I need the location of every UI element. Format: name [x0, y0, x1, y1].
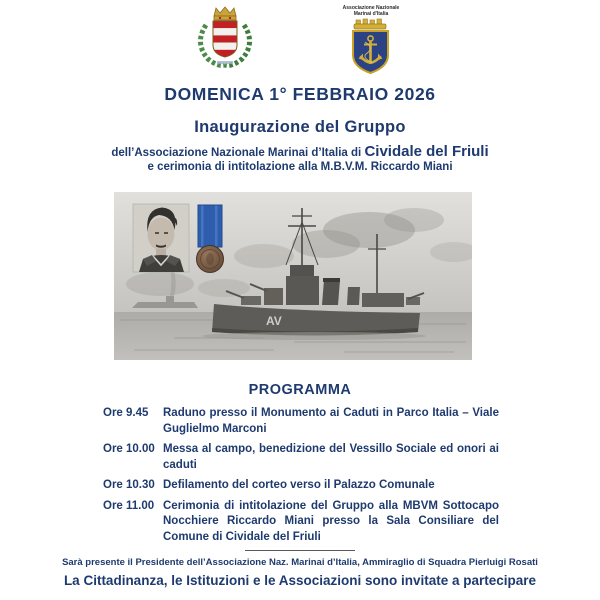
event-date: DOMENICA 1° FEBBRAIO 2026 — [164, 84, 436, 104]
program-item — [103, 442, 499, 473]
footer-invitation: La Cittadinanza, le Istituzioni e le Associazioni sono invitate a partecipare — [63, 573, 537, 588]
program-heading: PROGRAMMA — [248, 382, 352, 398]
footer-divider — [245, 550, 355, 551]
event-subtitle-line2: e cerimonia di intitolazione alla M.B.V.M. Riccardo Miani — [147, 161, 453, 173]
program-item — [103, 499, 499, 546]
event-subtitle — [0, 143, 600, 160]
bronze-medal — [197, 205, 224, 273]
program-time: Ore 10.30 — [103, 479, 155, 492]
program-description: Defilamento del corteo verso il Palazzo Comunale — [163, 479, 435, 492]
program-item — [103, 478, 499, 494]
program-time: Ore 10.00 — [103, 443, 155, 456]
footer-note: Sarà presente il Presidente dell’Associazione Naz. Marinai d’Italia, Ammiraglio di Squadra Pierluigi Rosati — [62, 557, 538, 568]
anmi-emblem-text-line1: Associazione Nazionale — [342, 5, 400, 11]
ship-photo — [114, 192, 472, 360]
anmi-emblem-text-line2: Marinai d'Italia — [353, 11, 389, 17]
program-item — [103, 406, 499, 437]
cividale-coat-of-arms-icon — [186, 5, 264, 71]
anmi-emblem-icon — [331, 2, 411, 78]
program-description: Raduno presso il Monumento ai Caduti in Parco Italia – Viale Guglielmo Marconi — [163, 407, 499, 435]
program-description: Messa al campo, benedizione del Vessillo Sociale ed onori ai caduti — [163, 443, 499, 471]
program-list — [103, 406, 499, 550]
event-title: Inaugurazione del Gruppo — [194, 118, 406, 136]
program-time: Ore 11.00 — [103, 499, 155, 512]
program-description: Cerimonia di intitolazione del Gruppo alla MBVM Sottocapo Nocchiere Riccardo Miani presso la Sala Consiliare del Comune di Cividale del Friuli — [163, 499, 499, 543]
sailor-portrait — [133, 204, 189, 272]
hull-marking: AV — [266, 314, 282, 328]
program-time: Ore 9.45 — [103, 407, 149, 419]
event-subtitle-prefix: dell’Associazione Nazionale Marinai d’Italia di — [111, 147, 365, 159]
event-subtitle-town: Cividale del Friuli — [364, 143, 489, 160]
